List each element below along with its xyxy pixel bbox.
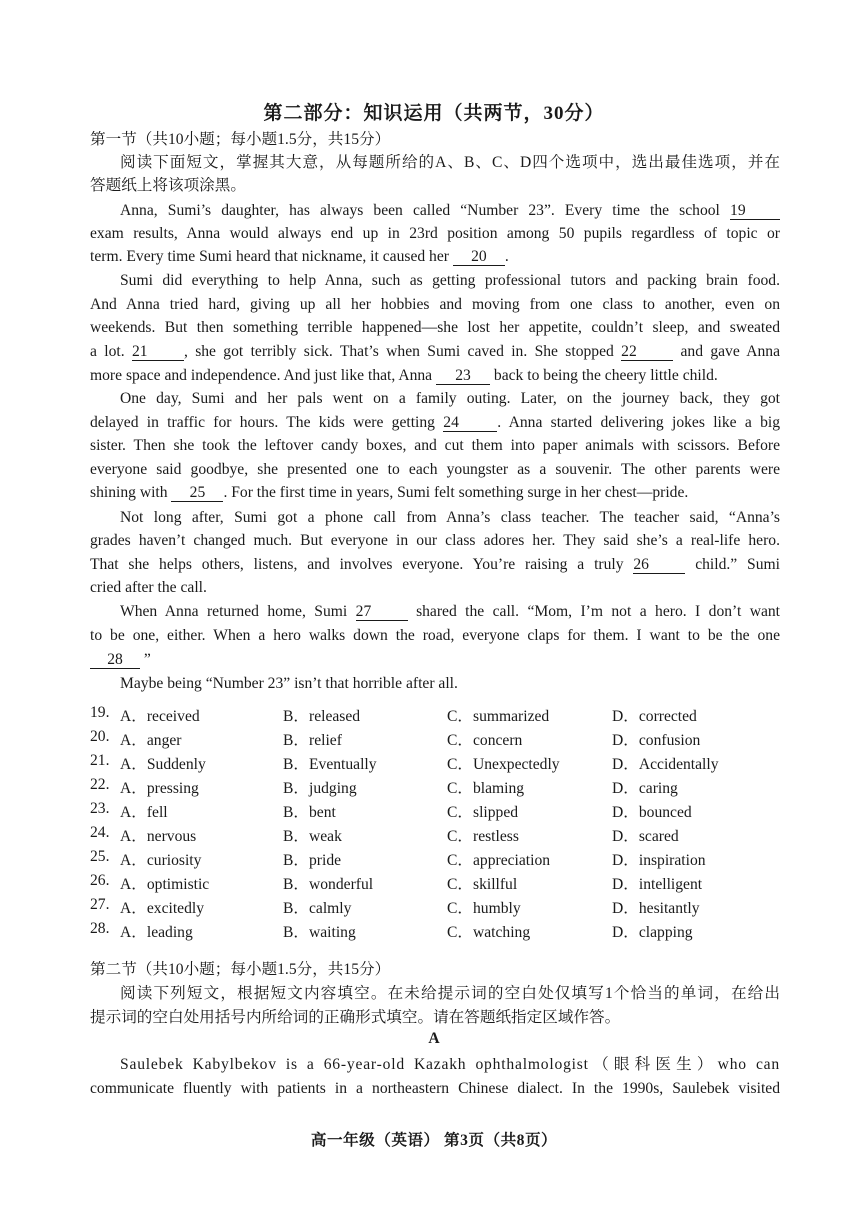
passage-line <box>90 648 780 671</box>
passage-line: Maybe being “Number 23” isn’t that horrible after all. <box>120 675 458 692</box>
passage-text: shared the call. “Mom, I’m not a hero. I don’t want <box>416 603 781 620</box>
passage-line: And Anna tried hard, giving up all her hobbies and moving from one class to another, even on <box>90 296 780 313</box>
option-b: B．waiting <box>283 924 356 941</box>
option-d: D．hesitantly <box>612 900 700 917</box>
section2-instruction-line1: 阅读下列短文，根据短文内容填空。在未给提示词的空白处仅填写1个恰当的单词，在给出 <box>120 985 780 1002</box>
passage-a-label: A <box>428 1030 440 1047</box>
option-a: A．fell <box>120 804 168 821</box>
option-d: D．inspiration <box>612 852 706 869</box>
blank-19: 19 <box>730 202 780 220</box>
option-d: D．Accidentally <box>612 756 719 773</box>
passage-line <box>90 411 780 434</box>
blank-27: 27 <box>356 603 408 621</box>
passage-line <box>90 364 780 387</box>
option-b: B．relief <box>283 732 342 749</box>
section1-instruction-line2: 答题纸上将该项涂黑。 <box>90 177 246 194</box>
blank-24: 24 <box>443 414 497 432</box>
section1-instruction-line1: 阅读下面短文，掌握其大意，从每题所给的A、B、C、D四个选项中，选出最佳选项，并在 <box>120 154 780 171</box>
passage-text: ” <box>143 651 151 668</box>
question-number: 25. <box>90 848 110 865</box>
option-d: D．confusion <box>612 732 701 749</box>
question-number: 19. <box>90 704 110 721</box>
passage-line <box>90 553 780 576</box>
passage-line <box>90 245 780 268</box>
passage-line: exam results, Anna would always end up in 23rd position among 50 pupils regardless of topic or <box>90 225 780 242</box>
option-d: D．intelligent <box>612 876 703 893</box>
option-c: C．skillful <box>447 876 518 893</box>
passage-text: shining with <box>90 484 168 501</box>
option-d: D．clapping <box>612 924 693 941</box>
blank-22: 22 <box>621 343 673 361</box>
option-a: A．curiosity <box>120 852 202 869</box>
question-number: 27. <box>90 896 110 913</box>
option-c: C．restless <box>447 828 519 845</box>
passage-line <box>90 340 780 363</box>
option-a: A．anger <box>120 732 182 749</box>
option-a: A．received <box>120 708 200 725</box>
passage-text: back to being the cheery little child. <box>493 367 718 384</box>
question-number: 20. <box>90 728 110 745</box>
passage-line: Not long after, Sumi got a phone call from Anna’s class teacher. The teacher said, “Anna’s <box>120 509 780 526</box>
option-d: D．corrected <box>612 708 697 725</box>
option-b: B．Eventually <box>283 756 377 773</box>
passage-line: grades haven’t changed much. But everyone in our class adores her. They said she’s a real-life hero. <box>90 532 780 549</box>
option-c: C．blaming <box>447 780 525 797</box>
passage-text: That she helps others, listens, and involves everyone. You’re raising a truly <box>90 556 624 573</box>
blank-25: 25 <box>171 484 223 502</box>
option-a: A．Suddenly <box>120 756 206 773</box>
blank-23: 23 <box>436 367 490 385</box>
passage-text: term. Every time Sumi heard that nickname, it caused her <box>90 248 449 265</box>
option-c: C．concern <box>447 732 523 749</box>
passage-text: , she got terribly sick. That’s when Sumi caved in. She stopped <box>183 343 614 360</box>
passage-line: to be one, either. When a hero walks down the road, everyone claps for them. I want to be the one <box>90 627 780 644</box>
option-a: A．excitedly <box>120 900 205 917</box>
passage-text: delayed in traffic for hours. The kids were getting <box>90 414 435 431</box>
option-b: B．calmly <box>283 900 352 917</box>
option-b: B．wonderful <box>283 876 374 893</box>
option-c: C．appreciation <box>447 852 551 869</box>
option-b: B．released <box>283 708 361 725</box>
option-d: D．bounced <box>612 804 692 821</box>
passage-text: Anna, Sumi’s daughter, has always been called “Number 23”. Every time the school <box>120 202 720 219</box>
passage-text: . Anna started delivering jokes like a big <box>497 414 781 431</box>
passage-text: more space and independence. And just like that, Anna <box>90 367 433 384</box>
passage-text: . <box>504 248 509 265</box>
question-number: 21. <box>90 752 110 769</box>
passage-line: Sumi did everything to help Anna, such as getting professional tutors and packing brain food. <box>120 272 780 289</box>
question-number: 22. <box>90 776 110 793</box>
option-d: D．caring <box>612 780 678 797</box>
passage-line <box>90 199 780 222</box>
blank-20: 20 <box>453 248 505 266</box>
passage-a-line2: communicate fluently with patients in a northeastern Chinese dialect. In the 1990s, Saulebek visited <box>90 1080 780 1097</box>
option-b: B．judging <box>283 780 357 797</box>
passage-text: . For the first time in years, Sumi felt something surge in her chest—pride. <box>223 484 689 501</box>
option-b: B．bent <box>283 804 336 821</box>
passage-line <box>90 600 780 623</box>
page-footer: 高一年级（英语） 第3页（共8页） <box>310 1132 558 1149</box>
question-number: 24. <box>90 824 110 841</box>
section2-heading: 第二节（共10小题；每小题1.5分，共15分） <box>90 961 391 978</box>
passage-line: weekends. But then something terrible happened—she lost her appetite, couldn’t sleep, and sweated <box>90 319 780 336</box>
passage-line <box>90 481 780 504</box>
question-number: 23. <box>90 800 110 817</box>
option-d: D．scared <box>612 828 679 845</box>
section2-instruction-line2: 提示词的空白处用括号内所给词的正确形式填空。请在答题纸指定区域作答。 <box>90 1009 621 1026</box>
section1-heading: 第一节（共10小题；每小题1.5分，共15分） <box>90 131 391 148</box>
option-a: A．leading <box>120 924 193 941</box>
passage-text: child.” Sumi <box>695 556 780 573</box>
option-a: A．nervous <box>120 828 197 845</box>
passage-text: a lot. <box>90 343 125 360</box>
passage-text: When Anna returned home, Sumi <box>120 603 348 620</box>
blank-28: 28 <box>90 651 140 669</box>
option-a: A．optimistic <box>120 876 210 893</box>
option-c: C．Unexpectedly <box>447 756 560 773</box>
question-number: 28. <box>90 920 110 937</box>
option-c: C．humbly <box>447 900 521 917</box>
passage-line: cried after the call. <box>90 579 207 596</box>
passage-text: and gave Anna <box>680 343 781 360</box>
option-c: C．slipped <box>447 804 519 821</box>
passage-line: everyone said goodbye, she presented one to each youngster as a souvenir. The other parents were <box>90 461 780 478</box>
blank-21: 21 <box>132 343 184 361</box>
question-number: 26. <box>90 872 110 889</box>
passage-line: sister. Then she took the leftover candy boxes, and cut them into paper animals with scissors. Before <box>90 437 780 454</box>
option-b: B．pride <box>283 852 342 869</box>
blank-26: 26 <box>633 556 685 574</box>
option-a: A．pressing <box>120 780 199 797</box>
passage-line: One day, Sumi and her pals went on a family outing. Later, on the journey back, they got <box>120 390 780 407</box>
option-c: C．watching <box>447 924 531 941</box>
passage-a-line1: Saulebek Kabylbekov is a 66-year-old Kazakh ophthalmologist（眼科医生）who can <box>120 1056 780 1073</box>
option-c: C．summarized <box>447 708 550 725</box>
option-b: B．weak <box>283 828 342 845</box>
part-title: 第二部分：知识运用（共两节，30分） <box>263 103 605 124</box>
